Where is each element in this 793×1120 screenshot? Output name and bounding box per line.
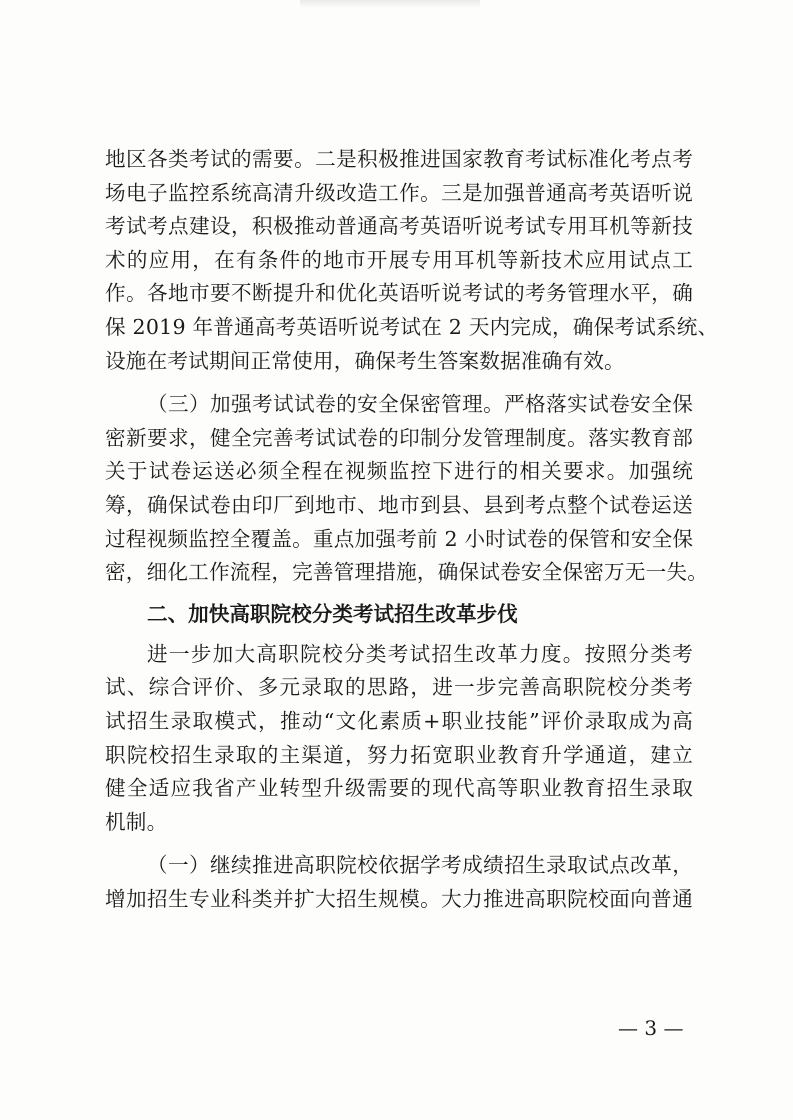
text-line: 健全适应我省产业转型升级需要的现代高等职业教育招生录取 (105, 776, 693, 801)
section-heading: 二、加快高职院校分类考试招生改革步伐 (147, 601, 518, 626)
page-number: — 3 — (618, 1016, 684, 1040)
text-line: （一）继续推进高职院校依据学考成绩招生录取试点改革， (147, 853, 693, 878)
text-line: 机制。 (105, 809, 168, 834)
text-line: 增加招生专业科类并扩大招生规模。大力推进高职院校面向普通 (105, 886, 693, 911)
text-line: 密，细化工作流程，完善管理措施，确保试卷安全保密万无一失。 (105, 560, 709, 585)
text-line: 试招生录取模式，推动“文化素质+职业技能”评价录取成为高 (105, 708, 693, 733)
text-line: 密新要求，健全完善考试试卷的印制分发管理制度。落实教育部 (105, 425, 693, 450)
paragraph-pilot-reform (105, 849, 693, 916)
text-line: 作。各地市要不断提升和优化英语听说考试的考务管理水平，确 (105, 281, 693, 306)
text-line: 考试考点建设，积极推动普通高考英语听说考试专用耳机等新技 (105, 214, 693, 239)
text-line: 设施在考试期间正常使用，确保考生答案数据准确有效。 (105, 348, 625, 373)
text-line: 试、综合评价、多元录取的思路，进一步完善高职院校分类考 (105, 675, 693, 700)
paragraph-vocational-reform (105, 638, 693, 840)
text-line: 职院校招生录取的主渠道，努力拓宽职业教育升学通道，建立 (105, 742, 693, 767)
text-line: 筹，确保试卷由印厂到地市、地市到县、县到考点整个试卷运送 (105, 492, 693, 517)
text-line: 地区各类考试的需要。二是积极推进国家教育考试标准化考点考 (105, 147, 693, 171)
text-line: 场电子监控系统高清升级改造工作。三是加强普通高考英语听说 (105, 180, 693, 205)
paragraph-paper-security (105, 388, 709, 590)
scan-artifact (300, 0, 480, 8)
document-body (105, 143, 719, 916)
text-line: 关于试卷运送必须全程在视频监控下进行的相关要求。加强统 (105, 459, 693, 484)
paragraph-exam-facilities (105, 143, 719, 378)
text-line: 术的应用，在有条件的地市开展专用耳机等新技术应用试点工 (105, 247, 693, 272)
text-line: 保 2019 年普通高考英语听说考试在 2 天内完成，确保考试系统、 (105, 314, 719, 339)
text-line: 进一步加大高职院校分类考试招生改革力度。按照分类考 (147, 641, 693, 666)
text-line: 过程视频监控全覆盖。重点加强考前 2 小时试卷的保管和安全保 (105, 526, 694, 551)
text-line: （三）加强考试试卷的安全保密管理。严格落实试卷安全保 (147, 392, 693, 417)
